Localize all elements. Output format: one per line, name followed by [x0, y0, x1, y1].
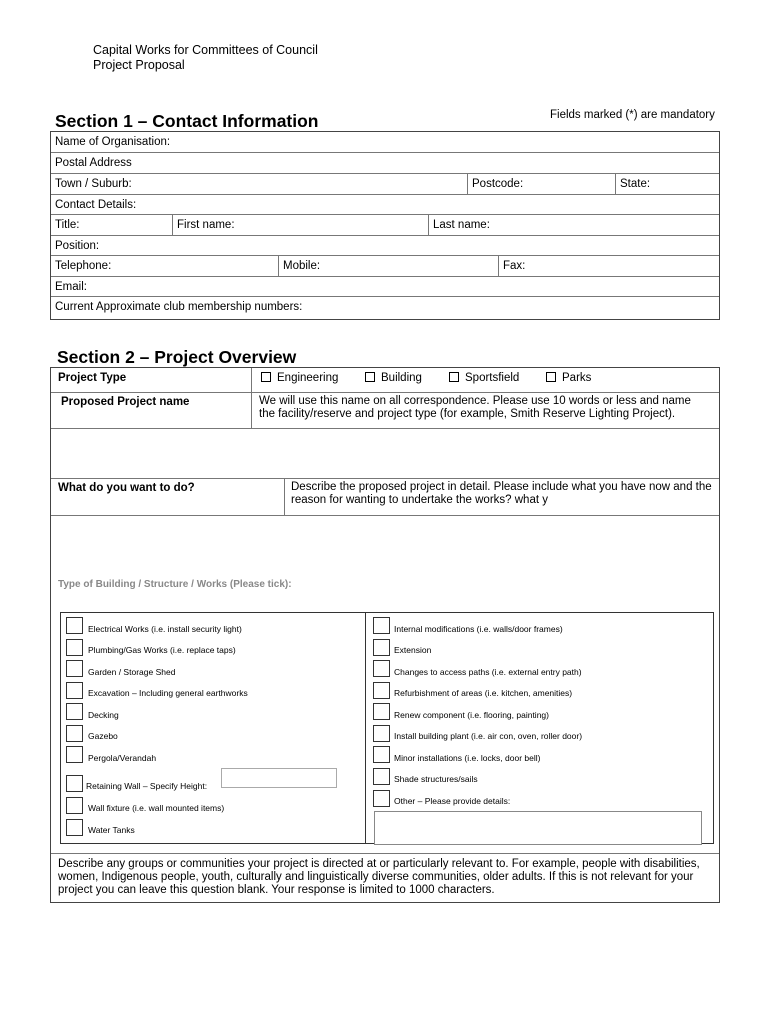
field-last-name[interactable]: Last name:	[428, 215, 719, 235]
what-answer-area[interactable]	[51, 515, 719, 854]
row-contact	[51, 194, 719, 215]
header-line1: Capital Works for Committees of Council	[93, 43, 318, 57]
checkbox-icon[interactable]	[365, 372, 375, 382]
tick-pergola[interactable]	[66, 746, 83, 763]
what-label: What do you want to do?	[58, 482, 195, 494]
field-state[interactable]: State:	[615, 174, 719, 194]
work-excavation: Excavation – Including general earthworks	[88, 688, 248, 698]
section2-title: Section 2 – Project Overview	[57, 347, 297, 367]
work-other: Other – Please provide details:	[394, 796, 511, 806]
what-help: Describe the proposed project in detail. Please include what you have now and the reason for wanting to undertake the works? what y	[291, 481, 712, 506]
row-position[interactable]	[51, 235, 719, 256]
row-email[interactable]	[51, 276, 719, 297]
tick-garden[interactable]	[66, 660, 83, 677]
work-refurbishment: Refurbishment of areas (i.e. kitchen, amenities)	[394, 688, 573, 698]
type-sportsfield[interactable]	[449, 372, 519, 384]
label-email: Email:	[55, 281, 87, 293]
checkbox-icon[interactable]	[546, 372, 556, 382]
project-type-divider	[251, 368, 252, 392]
tick-other[interactable]	[373, 790, 390, 807]
type-sportsfield-label: Sportsfield	[465, 372, 520, 384]
row-postal[interactable]	[51, 152, 719, 173]
type-building-label: Building	[381, 372, 422, 384]
proposed-name-label: Proposed Project name	[61, 396, 190, 408]
work-water-tanks: Water Tanks	[88, 825, 135, 835]
other-details-input[interactable]	[374, 811, 702, 845]
section1-title: Section 1 – Contact Information	[55, 111, 319, 131]
label-membership: Current Approximate club membership numbers:	[55, 301, 303, 313]
row-town	[51, 173, 719, 194]
what-divider	[284, 478, 285, 515]
tick-renew[interactable]	[373, 703, 390, 720]
work-minor: Minor installations (i.e. locks, door bell)	[394, 753, 541, 763]
checkbox-icon[interactable]	[449, 372, 459, 382]
tick-water-tanks[interactable]	[66, 819, 83, 836]
field-title[interactable]: Title:	[55, 219, 80, 231]
proposed-name-help: We will use this name on all correspondence. Please use 10 words or less and name the facility/reserve and project type (for example, Smith Reserve Lighting Project).	[259, 395, 691, 420]
label-org: Name of Organisation:	[55, 136, 171, 148]
row-what	[51, 478, 719, 516]
row-names	[51, 214, 719, 235]
field-mobile[interactable]: Mobile:	[278, 256, 498, 276]
tick-minor[interactable]	[373, 746, 390, 763]
type-engineering-label: Engineering	[277, 372, 339, 384]
tick-building-plant[interactable]	[373, 725, 390, 742]
label-contact: Contact Details:	[55, 199, 137, 211]
row-proposed-name	[51, 392, 719, 429]
mandatory-note: Fields marked (*) are mandatory	[550, 109, 715, 121]
groups-text: Describe any groups or communities your project is directed at or particularly relevant to. For example, people with disabilities, women, Indigenous people, youth, culturally and linguistically diverse communities, older adults. If this is not relevant for your project you can leave this question blank. Your response is limited to 1000 characters.	[58, 858, 700, 896]
proposed-name-divider	[251, 392, 252, 428]
tick-shade[interactable]	[373, 768, 390, 785]
field-first-name[interactable]: First name:	[172, 215, 428, 235]
tick-plumbing[interactable]	[66, 639, 83, 656]
work-building-plant: Install building plant (i.e. air con, oven, roller door)	[394, 731, 583, 741]
works-divider	[365, 613, 366, 843]
document-header	[93, 43, 318, 73]
work-wall-fixture: Wall fixture (i.e. wall mounted items)	[88, 803, 225, 813]
proposed-name-answer[interactable]	[51, 428, 719, 479]
contact-table	[50, 131, 720, 320]
work-gazebo: Gazebo	[88, 731, 118, 741]
retaining-height-input[interactable]	[221, 768, 337, 788]
tick-excavation[interactable]	[66, 682, 83, 699]
row-phones	[51, 255, 719, 276]
tick-refurbishment[interactable]	[373, 682, 390, 699]
row-project-type	[51, 368, 719, 393]
works-table	[60, 612, 714, 844]
header-line2: Project Proposal	[93, 58, 185, 72]
row-membership[interactable]	[51, 296, 719, 320]
work-pergola: Pergola/Verandah	[88, 753, 157, 763]
tick-decking[interactable]	[66, 703, 83, 720]
field-telephone[interactable]: Telephone:	[55, 260, 112, 272]
tick-extension[interactable]	[373, 639, 390, 656]
type-parks-label: Parks	[562, 372, 592, 384]
work-internal: Internal modifications (i.e. walls/door frames)	[394, 624, 563, 634]
checkbox-icon[interactable]	[261, 372, 271, 382]
work-shade: Shade structures/sails	[394, 774, 478, 784]
tick-retaining[interactable]	[66, 775, 83, 792]
work-renew: Renew component (i.e. flooring, painting)	[394, 710, 549, 720]
tick-internal[interactable]	[373, 617, 390, 634]
work-garden: Garden / Storage Shed	[88, 667, 176, 677]
tick-gazebo[interactable]	[66, 725, 83, 742]
type-building[interactable]	[365, 372, 422, 384]
type-parks[interactable]	[546, 372, 591, 384]
type-engineering[interactable]	[261, 372, 338, 384]
label-position: Position:	[55, 240, 100, 252]
project-overview-table	[50, 367, 720, 903]
label-postal: Postal Address	[55, 157, 132, 169]
work-electrical: Electrical Works (i.e. install security light)	[88, 624, 242, 634]
tick-electrical[interactable]	[66, 617, 83, 634]
field-postcode[interactable]: Postcode:	[467, 174, 615, 194]
field-town[interactable]: Town / Suburb:	[55, 178, 132, 190]
work-plumbing: Plumbing/Gas Works (i.e. replace taps)	[88, 645, 236, 655]
works-heading: Type of Building / Structure / Works (Please tick):	[58, 579, 292, 590]
project-type-label: Project Type	[58, 372, 127, 384]
work-extension: Extension	[394, 645, 432, 655]
work-decking: Decking	[88, 710, 119, 720]
work-access-paths: Changes to access paths (i.e. external entry path)	[394, 667, 582, 677]
tick-wall-fixture[interactable]	[66, 797, 83, 814]
work-retaining: Retaining Wall – Specify Height:	[86, 781, 208, 791]
field-fax[interactable]: Fax:	[498, 256, 719, 276]
row-org[interactable]	[51, 132, 719, 153]
tick-access-paths[interactable]	[373, 660, 390, 677]
